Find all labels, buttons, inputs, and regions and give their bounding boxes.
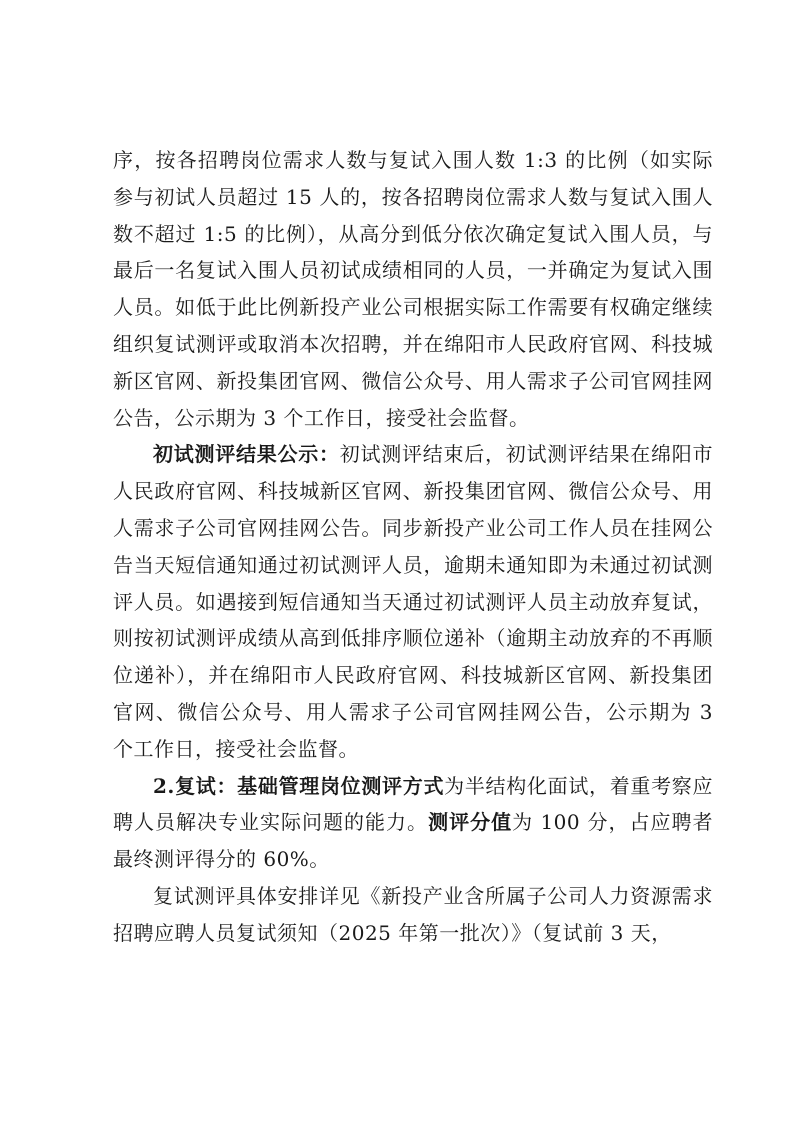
paragraph-second-round (113, 768, 713, 878)
paragraph-text: 复试测评具体安排详见《新投产业含所属子公司人力资源需求招聘应聘人员复试须知（2025 年第一批次）》（复试前 3 天， (113, 883, 713, 945)
section-heading-initial-results: 初试测评结果公示： (153, 442, 340, 467)
section-heading-second-round: 2.复试： (153, 773, 238, 798)
paragraph-text: 为 100 分，占应聘者最终测评得分的 60%。 (113, 810, 714, 872)
paragraph-text: 初试测评结束后，初试测评结果在绵阳市人民政府官网、科技城新区官网、新投集团官网、微信公众号、用人需求子公司官网挂网公告。同步新投产业公司工作人员在挂网公告当天短信通知通过初试测评人员，逾期未通知即为未通过初试测评人员。如遇接到短信通知当天通过初试测评人员主动放弃复试，则按初试测评成绩从高到低排序顺位递补（逾期主动放弃的不再顺位递补），并在绵阳市人民政府官网、科技城新区官网、新投集团官网、微信公众号、用人需求子公司官网挂网公告，公示期为 3 个工作日，接受社会监督。 (113, 442, 713, 761)
paragraph-continued-review-entry (113, 142, 713, 436)
bold-phrase-score-value: 测评分值 (428, 810, 513, 835)
paragraph-second-round-arrangement (113, 878, 713, 952)
paragraph-text: 序，按各招聘岗位需求人数与复试入围人数 1:3 的比例（如实际参与初试人员超过 15 人的，按各招聘岗位需求人数与复试入围人数不超过 1:5 的比例），从高分到低分依次确定复试入围人员，与最后一名复试入围人员初试成绩相同的人员，一并确定为复试入围人员。如低于此比例新投产业公司根据实际工作需要有权确定继续组织复试测评或取消本次招聘，并在绵阳市人民政府官网、科技城新区官网、新投集团官网、微信公众号、用人需求子公司官网挂网公告，公示期为 3 个工作日，接受社会监督。 (113, 148, 713, 430)
paragraph-text: 为半结构化面试，着重考察应聘人员解决专业实际问题的能力。 (113, 773, 713, 835)
document-body (113, 142, 713, 952)
bold-phrase-assessment-method: 基础管理岗位测评方式 (237, 773, 445, 798)
paragraph-initial-results-announcement (113, 436, 713, 767)
